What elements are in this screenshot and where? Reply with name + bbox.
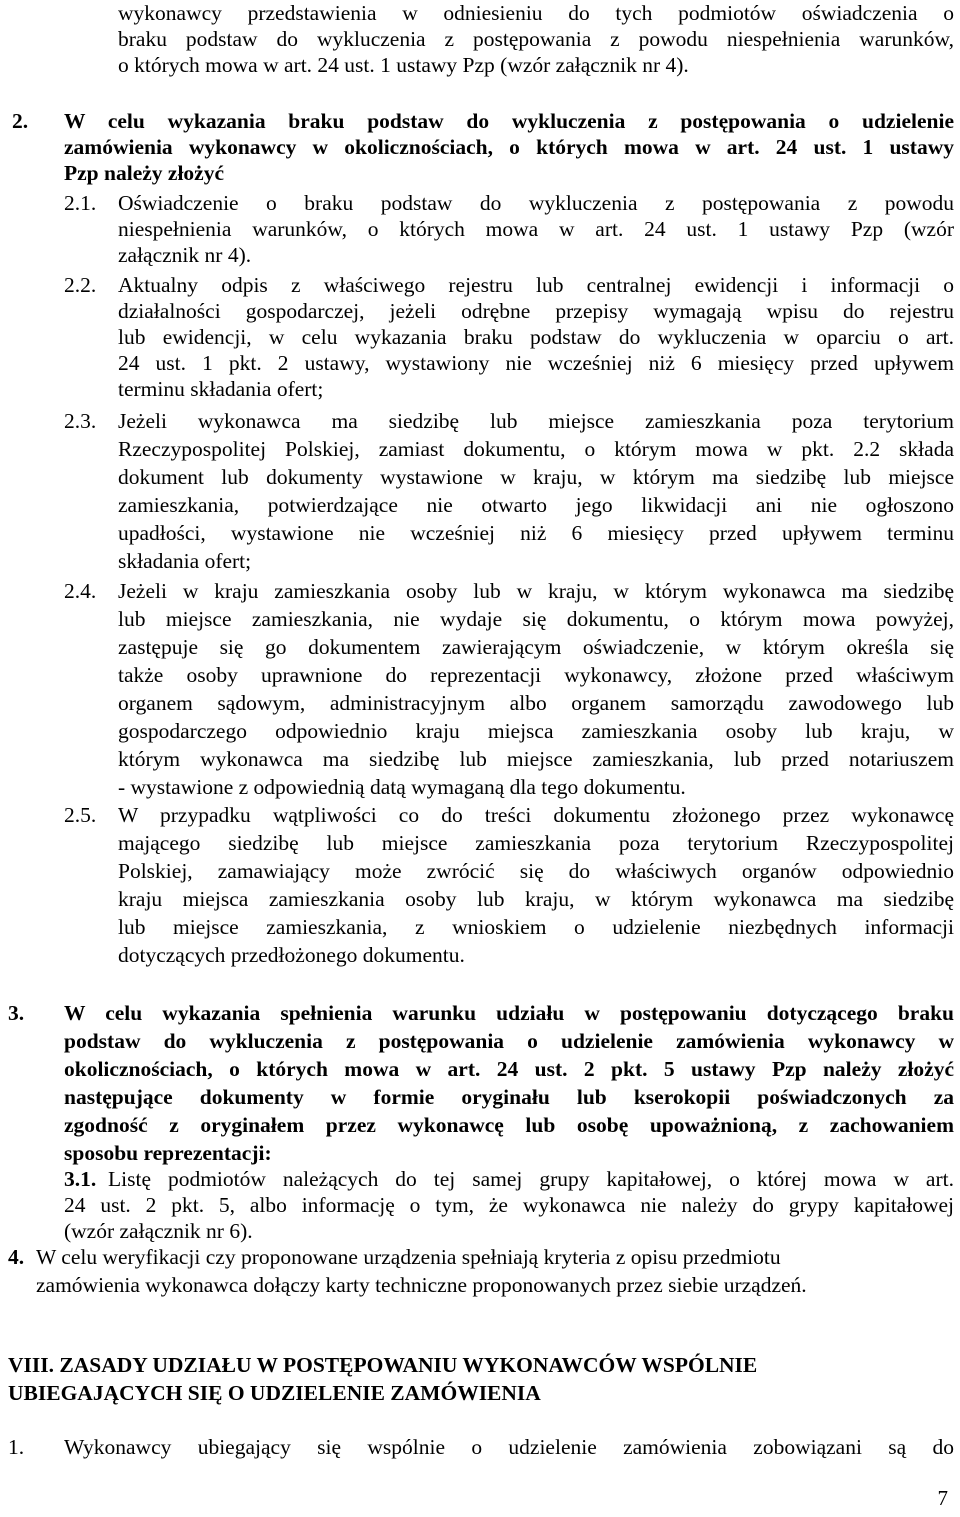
text-line: upadłości, wystawione nie wcześniej niż 6 miesięcy przed upływem terminu	[118, 521, 954, 545]
item-number: 2.4.	[64, 579, 97, 603]
text-line: Oświadczenie o braku podstaw do wykluczenia z postępowania z powodu	[118, 191, 954, 215]
item-number: 2.1.	[64, 191, 97, 215]
text-line: Jeżeli w kraju zamieszkania osoby lub w kraju, w którym wykonawca ma siedzibę	[118, 579, 954, 603]
text-line: - wystawione z odpowiednią datą wymaganą dla tego dokumentu.	[118, 775, 686, 799]
text-line: także osoby uprawnione do reprezentacji wykonawcy, złożone przed właściwym	[118, 663, 954, 687]
text-line: lub miejsce zamieszkania, z wnioskiem o udzielenie niezbędnych informacji	[118, 915, 954, 939]
section-number: 3.	[8, 1001, 25, 1025]
text-line: 24 ust. 2 pkt. 5, albo informację o tym, że wykonawca nie należy do grypy kapitałowej	[64, 1193, 954, 1217]
section-heading-line: Pzp należy złożyć	[64, 161, 225, 185]
item-number: 3.1.	[64, 1167, 97, 1191]
text-line: mającego siedzibę lub miejsce zamieszkania poza terytorium Rzeczypospolitej	[118, 831, 954, 855]
text-line: gospodarczego odpowiednio kraju miejsca zamieszkania osoby lub kraju, w	[118, 719, 954, 743]
section-heading-line: następujące dokumenty w formie oryginału lub kserokopii poświadczonych za	[64, 1085, 954, 1109]
text-line: kraju miejsca zamieszkania osoby lub kraju, w którym wykonawca ma siedzibę	[118, 887, 954, 911]
text-line: wykonawcy przedstawienia w odniesieniu do tych podmiotów oświadczenia o	[118, 1, 954, 25]
text-line: W przypadku wątpliwości co do treści dokumentu złożonego przez wykonawcę	[118, 803, 954, 827]
text-line: Rzeczypospolitej Polskiej, zamiast dokumentu, o którym mowa w pkt. 2.2 składa	[118, 437, 954, 461]
text-line: działalności gospodarczej, jeżeli odrębne przepisy wymagają wpisu do rejestru	[118, 299, 954, 323]
text-line: organem sądowym, administracyjnym albo organem samorządu zawodowego lub	[118, 691, 954, 715]
text-line: Jeżeli wykonawca ma siedzibę lub miejsce zamieszkania poza terytorium	[118, 409, 954, 433]
item-number: 2.3.	[64, 409, 97, 433]
item-number: 1.	[8, 1435, 25, 1459]
item-number: 2.5.	[64, 803, 97, 827]
section-number: 4.	[8, 1245, 25, 1269]
text-line: którym wykonawca ma siedzibę lub miejsce zamieszkania, lub przed notariuszem	[118, 747, 954, 771]
text-line: Polskiej, zamawiający może zwrócić się do właściwych organów odpowiednio	[118, 859, 954, 883]
text-line: (wzór załącznik nr 6).	[64, 1219, 253, 1243]
chapter-heading-line: UBIEGAJĄCYCH SIĘ O UDZIELENIE ZAMÓWIENIA	[8, 1381, 541, 1405]
section-heading-line: podstaw do wykluczenia z postępowania o udzielenie zamówienia wykonawcy w	[64, 1029, 954, 1053]
text-line: składania ofert;	[118, 549, 252, 573]
text-line: dotyczących przedłożonego dokumentu.	[118, 943, 465, 967]
text-line: o których mowa w art. 24 ust. 1 ustawy Pzp (wzór załącznik nr 4).	[118, 53, 689, 77]
page-number: 7	[937, 1486, 948, 1510]
text-line: niespełnienia warunków, o których mowa w art. 24 ust. 1 ustawy Pzp (wzór	[118, 217, 954, 241]
section-heading-line: zgodność z oryginałem przez wykonawcę lub osobę upoważnioną, z zachowaniem	[64, 1113, 954, 1137]
item-number: 2.2.	[64, 273, 97, 297]
text-line: zamieszkania, potwierdzające nie otwarto jego likwidacji ani nie ogłoszono	[118, 493, 954, 517]
text-line: lub ewidencji, w celu wykazania braku podstaw do wykluczenia w oparciu o art.	[118, 325, 954, 349]
section-number: 2.	[12, 109, 29, 133]
text-line: 24 ust. 1 pkt. 2 ustawy, wystawiony nie wcześniej niż 6 miesięcy przed upływem	[118, 351, 954, 375]
section-heading-line: W celu wykazania spełnienia warunku udziału w postępowaniu dotyczącego braku	[64, 1001, 954, 1025]
text-line: Wykonawcy ubiegający się wspólnie o udzielenie zamówienia zobowiązani są do	[64, 1435, 954, 1459]
section-heading-line: sposobu reprezentacji:	[64, 1141, 272, 1165]
text-line: terminu składania ofert;	[118, 377, 324, 401]
section-heading-line: zamówienia wykonawcy w okolicznościach, o których mowa w art. 24 ust. 1 ustawy	[64, 135, 954, 159]
text-line: braku podstaw do wykluczenia z postępowania z powodu niespełnienia warunków,	[118, 27, 954, 51]
section-heading-line: okolicznościach, o których mowa w art. 24 ust. 2 pkt. 5 ustawy Pzp należy złożyć	[64, 1057, 954, 1081]
chapter-heading-line: VIII. ZASADY UDZIAŁU W POSTĘPOWANIU WYKONAWCÓW WSPÓLNIE	[8, 1353, 758, 1377]
text-line: Aktualny odpis z właściwego rejestru lub centralnej ewidencji i informacji o	[118, 273, 954, 297]
text-line: W celu weryfikacji czy proponowane urządzenia spełniają kryteria z opisu przedmiotu	[36, 1245, 781, 1269]
section-heading-line: W celu wykazania braku podstaw do wykluczenia z postępowania o udzielenie	[64, 109, 954, 133]
text-line: zastępuje się go dokumentem zawierającym oświadczenie, w którym określa się	[118, 635, 954, 659]
text-line: zamówienia wykonawca dołączy karty techniczne proponowanych przez siebie urządzeń.	[36, 1273, 807, 1297]
text-line: załącznik nr 4).	[118, 243, 252, 267]
text-line: Listę podmiotów należących do tej samej grupy kapitałowej, o której mowa w art.	[108, 1167, 954, 1191]
text-line: lub miejsce zamieszkania, nie wydaje się dokumentu, o którym mowa powyżej,	[118, 607, 954, 631]
text-line: dokument lub dokumenty wystawione w kraju, w którym ma siedzibę lub miejsce	[118, 465, 954, 489]
